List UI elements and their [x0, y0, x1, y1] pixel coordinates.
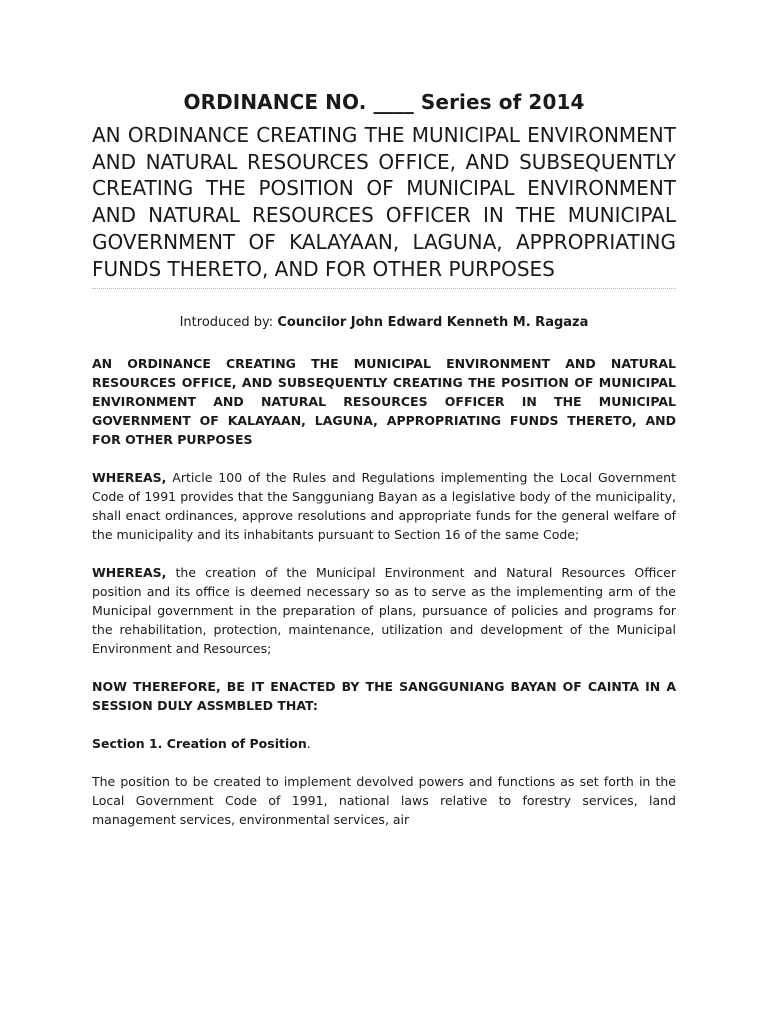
document-page — [92, 88, 676, 829]
section-1-title-text: Section 1. Creation of Position — [92, 736, 307, 752]
introduced-by — [92, 313, 676, 333]
section-1-body: The position to be created to implement devolved powers and functions as set forth in the Local Government Code of 1991, national laws relative to forestry services, land management services, environmental services, air — [92, 774, 676, 828]
section-1-title-period: . — [306, 736, 311, 752]
ordinance-heading: AN ORDINANCE CREATING THE MUNICIPAL ENVIRONMENT AND NATURAL RESOURCES OFFICE, AND SUBSEQUENTLY CREATING THE POSITION OF MUNICIPAL ENVIRONMENT AND NATURAL RESOURCES OFFICER IN THE MUNICIPAL GOVERNMENT OF KALAYAAN, LAGUNA, APPROPRIATING FUNDS THERETO, AND FOR OTHER PURPOSES — [92, 123, 676, 281]
whereas-text-2: the creation of the Municipal Environment and Natural Resources Officer position and its office is deemed necessary so as to serve as the implementing arm of the Municipal government in the preparation of plans, pursuance of policies and programs for the rehabilitation, protection, maintenance, utilization and development of the Municipal Environment and Resources; — [92, 565, 676, 657]
whereas-text-1: Article 100 of the Rules and Regulations implementing the Local Government Code of 1991 provides that the Sangguniang Bayan as a legislative body of the municipality, shall enact ordinances, approve resolutions and appropriate funds for the general welfare of the municipality and its inhabitants pursuant to Section 16 of the same Code; — [92, 470, 676, 543]
whereas-clause-1 — [92, 468, 676, 544]
ordinance-title: ORDINANCE NO. ____ Series of 2014 — [183, 90, 585, 114]
introducer-name: Councilor John Edward Kenneth M. Ragaza — [277, 315, 589, 331]
whereas-lead-2: WHEREAS, — [92, 565, 167, 581]
whereas-clause-2 — [92, 563, 676, 658]
ordinance-summary: AN ORDINANCE CREATING THE MUNICIPAL ENVIRONMENT AND NATURAL RESOURCES OFFICE, AND SUBSEQUENTLY CREATING THE POSITION OF MUNICIPAL ENVIRONMENT AND NATURAL RESOURCES OFFICER IN THE MUNICIPAL GOVERNMENT OF KALAYAAN, LAGUNA, APPROPRIATING FUNDS THERETO, AND FOR OTHER PURPOSES — [92, 356, 676, 448]
heading-divider — [92, 288, 676, 289]
introduced-by-label: Introduced by: — [179, 315, 278, 331]
enacting-clause: NOW THEREFORE, BE IT ENACTED BY THE SANGGUNIANG BAYAN OF CAINTA IN A SESSION DULY ASSMBLED THAT: — [92, 679, 676, 714]
section-1-title — [92, 734, 676, 753]
whereas-lead-1: WHEREAS, — [92, 470, 167, 486]
